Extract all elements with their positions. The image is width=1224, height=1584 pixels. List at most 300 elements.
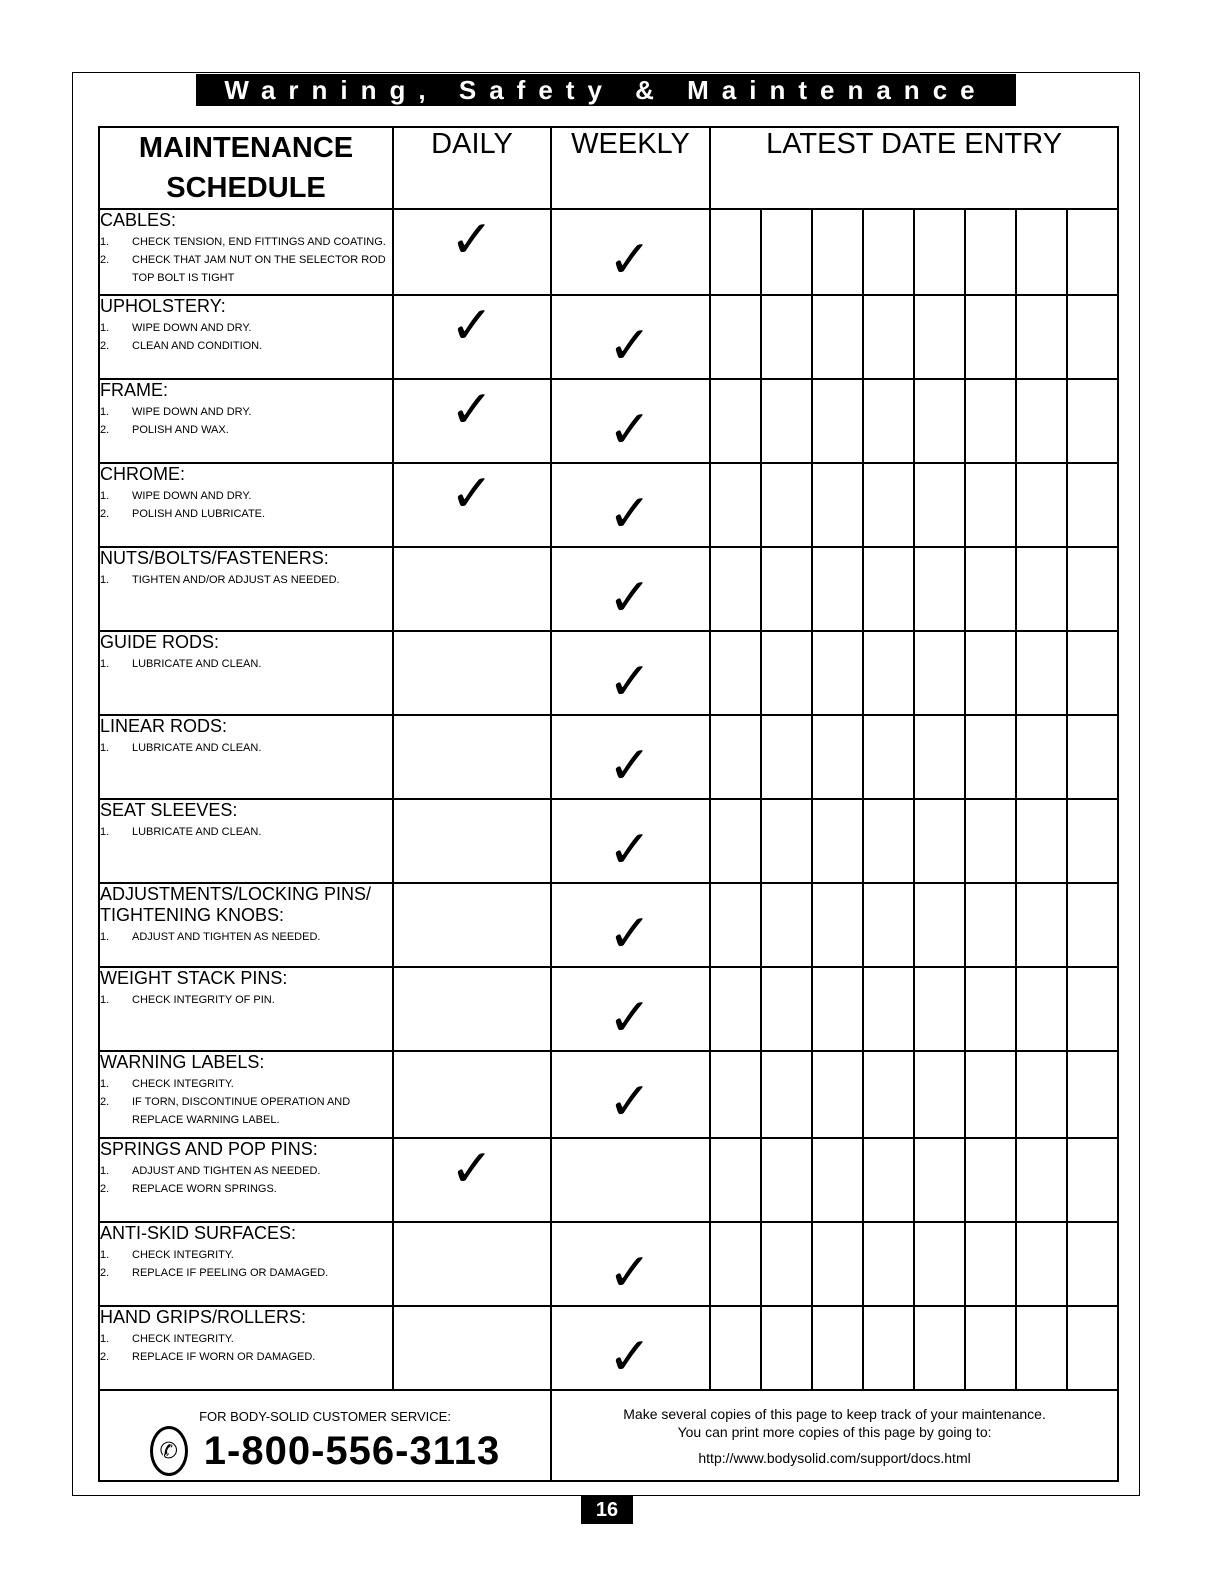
date-entry-cell[interactable]	[863, 209, 914, 295]
maintenance-item	[99, 379, 393, 463]
maintenance-item	[99, 1051, 393, 1138]
date-entry-cell[interactable]	[812, 547, 863, 631]
daily-check-cell	[393, 209, 551, 295]
step-text: WIPE DOWN AND DRY.	[132, 490, 252, 502]
step-text: REPLACE IF WORN OR DAMAGED.	[132, 1351, 316, 1363]
latest-date-entry-header: LATEST DATE ENTRY	[710, 127, 1118, 209]
step-number: 2.	[100, 1267, 110, 1279]
item-step	[100, 1093, 392, 1129]
step-number: 1.	[100, 658, 110, 670]
checkmark-icon: ✓	[608, 1073, 652, 1131]
step-number: 1.	[100, 322, 110, 334]
date-entry-cell[interactable]	[914, 547, 965, 631]
item-steps	[100, 233, 392, 287]
date-entry-cell[interactable]	[761, 1222, 812, 1306]
item-step	[100, 233, 392, 251]
daily-check-cell	[393, 715, 551, 799]
date-entry-cell[interactable]	[1067, 295, 1118, 379]
date-entry-cell[interactable]	[1016, 1306, 1067, 1390]
step-text: CHECK INTEGRITY.	[132, 1249, 234, 1261]
step-number: 2.	[100, 508, 110, 520]
date-entry-cell[interactable]	[1016, 1051, 1067, 1138]
date-entry-cell[interactable]	[965, 1138, 1016, 1222]
date-entry-cell[interactable]	[965, 463, 1016, 547]
checkmark-icon: ✓	[608, 1244, 652, 1302]
copies-note-line1: Make several copies of this page to keep track of your maintenance.	[623, 1405, 1046, 1422]
date-entry-cell[interactable]	[710, 715, 761, 799]
item-steps	[100, 1075, 392, 1129]
item-step	[100, 1330, 392, 1348]
item-title: LINEAR RODS:	[100, 716, 228, 736]
item-title: FRAME:	[100, 380, 169, 400]
date-entry-cell[interactable]	[914, 209, 965, 295]
maintenance-item	[99, 799, 393, 883]
checkmark-icon: ✓	[608, 485, 652, 543]
weekly-check-cell	[551, 883, 710, 967]
date-entry-cell[interactable]	[1067, 379, 1118, 463]
date-entry-cell[interactable]	[965, 883, 1016, 967]
daily-check-cell	[393, 379, 551, 463]
weekly-check-cell	[551, 547, 710, 631]
date-entry-cell[interactable]	[710, 883, 761, 967]
page-number: 16	[581, 1496, 633, 1524]
step-text: IF TORN, DISCONTINUE OPERATION AND REPLACE WARNING LABEL.	[132, 1096, 351, 1126]
date-entry-cell[interactable]	[1016, 715, 1067, 799]
date-entry-cell[interactable]	[1016, 1222, 1067, 1306]
date-entry-cell[interactable]	[1016, 883, 1067, 967]
step-number: 1.	[100, 1249, 110, 1261]
item-steps	[100, 1246, 392, 1282]
table-row	[99, 883, 1118, 967]
date-entry-cell[interactable]	[1016, 1138, 1067, 1222]
date-entry-cell[interactable]	[812, 463, 863, 547]
item-steps	[100, 928, 392, 946]
step-number: 2.	[100, 1183, 110, 1195]
date-entry-cell[interactable]	[863, 967, 914, 1051]
date-entry-cell[interactable]	[965, 1051, 1016, 1138]
step-number: 1.	[100, 490, 110, 502]
date-entry-cell[interactable]	[863, 1051, 914, 1138]
weekly-check-cell	[551, 1306, 710, 1390]
date-entry-cell[interactable]	[1067, 1306, 1118, 1390]
table-row	[99, 295, 1118, 379]
step-text: CHECK INTEGRITY OF PIN.	[132, 994, 275, 1006]
table-row	[99, 209, 1118, 295]
date-entry-cell[interactable]	[812, 1051, 863, 1138]
checkmark-icon: ✓	[608, 231, 652, 289]
item-step	[100, 1162, 392, 1180]
date-entry-cell[interactable]	[863, 631, 914, 715]
date-entry-cell[interactable]	[1067, 547, 1118, 631]
phone-row	[100, 1426, 550, 1476]
date-entry-cell[interactable]	[965, 295, 1016, 379]
date-entry-cell[interactable]	[863, 715, 914, 799]
item-step	[100, 403, 392, 421]
step-text: POLISH AND LUBRICATE.	[132, 508, 266, 520]
date-entry-cell[interactable]	[965, 379, 1016, 463]
item-step	[100, 739, 392, 757]
date-entry-cell[interactable]	[1067, 631, 1118, 715]
date-entry-cell[interactable]	[812, 715, 863, 799]
date-entry-cell[interactable]	[914, 463, 965, 547]
date-entry-cell[interactable]	[1016, 547, 1067, 631]
item-title: WEIGHT STACK PINS:	[100, 968, 288, 988]
date-entry-cell[interactable]	[914, 1051, 965, 1138]
date-entry-cell[interactable]	[761, 799, 812, 883]
item-title: SEAT SLEEVES:	[100, 800, 238, 820]
daily-check-cell	[393, 631, 551, 715]
date-entry-cell[interactable]	[965, 715, 1016, 799]
date-entry-cell[interactable]	[761, 631, 812, 715]
item-steps	[100, 655, 392, 673]
item-step	[100, 421, 392, 439]
date-entry-cell[interactable]	[1016, 967, 1067, 1051]
date-entry-cell[interactable]	[965, 547, 1016, 631]
step-number: 1.	[100, 1333, 110, 1345]
daily-check-cell	[393, 463, 551, 547]
item-steps	[100, 991, 392, 1009]
daily-check-cell	[393, 295, 551, 379]
date-entry-cell[interactable]	[914, 1306, 965, 1390]
date-entry-cell[interactable]	[1016, 631, 1067, 715]
date-entry-cell[interactable]	[1016, 295, 1067, 379]
step-number: 1.	[100, 1165, 110, 1177]
maintenance-item	[99, 631, 393, 715]
date-entry-cell[interactable]	[761, 463, 812, 547]
date-entry-cell[interactable]	[965, 967, 1016, 1051]
daily-check-cell	[393, 967, 551, 1051]
date-entry-cell[interactable]	[1067, 799, 1118, 883]
item-steps	[100, 403, 392, 439]
item-step	[100, 1348, 392, 1366]
step-number: 1.	[100, 742, 110, 754]
date-entry-cell[interactable]	[1016, 209, 1067, 295]
daily-check-cell	[393, 883, 551, 967]
weekly-check-cell	[551, 967, 710, 1051]
daily-check-cell	[393, 547, 551, 631]
date-entry-cell[interactable]	[761, 547, 812, 631]
date-entry-cell[interactable]	[761, 1051, 812, 1138]
step-number: 1.	[100, 406, 110, 418]
date-entry-cell[interactable]	[1067, 1222, 1118, 1306]
support-docs-link[interactable]: http://www.bodysolid.com/support/docs.html	[698, 1449, 971, 1466]
date-entry-cell[interactable]	[965, 631, 1016, 715]
date-entry-cell[interactable]	[710, 295, 761, 379]
step-number: 2.	[100, 424, 110, 436]
item-step	[100, 1264, 392, 1282]
step-text: ADJUST AND TIGHTEN AS NEEDED.	[132, 1165, 321, 1177]
daily-header: DAILY	[393, 127, 551, 209]
date-entry-cell[interactable]	[1067, 1138, 1118, 1222]
step-text: LUBRICATE AND CLEAN.	[132, 826, 262, 838]
date-entry-cell[interactable]	[965, 1306, 1016, 1390]
step-number: 1.	[100, 994, 110, 1006]
weekly-check-cell	[551, 463, 710, 547]
phone-icon: ✆	[150, 1426, 188, 1476]
date-entry-cell[interactable]	[863, 1306, 914, 1390]
step-number: 1.	[100, 931, 110, 943]
date-entry-cell[interactable]	[710, 379, 761, 463]
date-entry-cell[interactable]	[1016, 379, 1067, 463]
weekly-check-cell	[551, 631, 710, 715]
item-step	[100, 823, 392, 841]
date-entry-cell[interactable]	[812, 1138, 863, 1222]
item-step	[100, 655, 392, 673]
date-entry-cell[interactable]	[710, 547, 761, 631]
date-entry-cell[interactable]	[1067, 715, 1118, 799]
date-entry-cell[interactable]	[812, 1306, 863, 1390]
maintenance-item	[99, 209, 393, 295]
daily-check-cell	[393, 1138, 551, 1222]
item-step	[100, 1246, 392, 1264]
item-step	[100, 1180, 392, 1198]
step-text: CHECK INTEGRITY.	[132, 1333, 234, 1345]
step-text: REPLACE IF PEELING OR DAMAGED.	[132, 1267, 329, 1279]
date-entry-cell[interactable]	[863, 1138, 914, 1222]
date-entry-cell[interactable]	[710, 799, 761, 883]
date-entry-cell[interactable]	[914, 379, 965, 463]
item-title: GUIDE RODS:	[100, 632, 220, 652]
date-entry-cell[interactable]	[863, 799, 914, 883]
table-row	[99, 799, 1118, 883]
table-row	[99, 1051, 1118, 1138]
maintenance-item	[99, 883, 393, 967]
copies-note-cell	[551, 1390, 1118, 1481]
date-entry-cell[interactable]	[863, 295, 914, 379]
date-entry-cell[interactable]	[965, 1222, 1016, 1306]
table-row	[99, 1306, 1118, 1390]
customer-service-cell	[99, 1390, 551, 1481]
step-number: 1.	[100, 1078, 110, 1090]
item-title: ANTI-SKID SURFACES:	[100, 1223, 297, 1243]
item-title: SPRINGS AND POP PINS:	[100, 1139, 318, 1159]
date-entry-cell[interactable]	[761, 1306, 812, 1390]
date-entry-cell[interactable]	[965, 209, 1016, 295]
date-entry-cell[interactable]	[863, 379, 914, 463]
checkmark-icon: ✓	[608, 653, 652, 711]
checkmark-icon: ✓	[608, 569, 652, 627]
table-row	[99, 967, 1118, 1051]
date-entry-cell[interactable]	[812, 295, 863, 379]
table-row	[99, 631, 1118, 715]
step-text: LUBRICATE AND CLEAN.	[132, 742, 262, 754]
item-step	[100, 337, 392, 355]
date-entry-cell[interactable]	[1067, 1051, 1118, 1138]
item-steps	[100, 1162, 392, 1198]
date-entry-cell[interactable]	[710, 1306, 761, 1390]
section-banner: Warning, Safety & Maintenance	[196, 74, 1016, 106]
table-row	[99, 715, 1118, 799]
checkmark-icon: ✓	[450, 381, 494, 439]
date-entry-cell[interactable]	[761, 967, 812, 1051]
weekly-check-cell	[551, 799, 710, 883]
daily-check-cell	[393, 1306, 551, 1390]
date-entry-cell[interactable]	[914, 799, 965, 883]
schedule-title-line1: MAINTENANCE	[138, 132, 354, 164]
item-step	[100, 928, 392, 946]
maintenance-item	[99, 715, 393, 799]
weekly-header: WEEKLY	[551, 127, 710, 209]
step-text: CLEAN AND CONDITION.	[132, 340, 263, 352]
schedule-title	[99, 127, 393, 209]
item-step	[100, 251, 392, 287]
item-title: CABLES:	[100, 210, 177, 230]
item-steps	[100, 319, 392, 355]
date-entry-cell[interactable]	[761, 1138, 812, 1222]
item-title: CHROME:	[100, 464, 185, 484]
date-entry-cell[interactable]	[914, 1222, 965, 1306]
date-entry-cell[interactable]	[863, 463, 914, 547]
date-entry-cell[interactable]	[812, 883, 863, 967]
step-number: 2.	[100, 340, 110, 352]
step-text: REPLACE WORN SPRINGS.	[132, 1183, 277, 1195]
table-row	[99, 1138, 1118, 1222]
date-entry-cell[interactable]	[1067, 967, 1118, 1051]
customer-service-label: FOR BODY-SOLID CUSTOMER SERVICE:	[199, 1409, 451, 1424]
date-entry-cell[interactable]	[914, 631, 965, 715]
date-entry-cell[interactable]	[710, 631, 761, 715]
item-step	[100, 571, 392, 589]
date-entry-cell[interactable]	[812, 209, 863, 295]
weekly-check-cell	[551, 1051, 710, 1138]
date-entry-cell[interactable]	[710, 1222, 761, 1306]
daily-check-cell	[393, 1051, 551, 1138]
table-row	[99, 379, 1118, 463]
date-entry-cell[interactable]	[761, 209, 812, 295]
item-steps	[100, 823, 392, 841]
date-entry-cell[interactable]	[710, 463, 761, 547]
item-steps	[100, 487, 392, 523]
date-entry-cell[interactable]	[761, 379, 812, 463]
date-entry-cell[interactable]	[1067, 209, 1118, 295]
date-entry-cell[interactable]	[914, 883, 965, 967]
date-entry-cell[interactable]	[710, 1138, 761, 1222]
item-title: NUTS/BOLTS/FASTENERS:	[100, 548, 329, 568]
weekly-check-cell	[551, 1138, 710, 1222]
phone-number[interactable]: 1-800-556-3113	[203, 1428, 501, 1473]
step-number: 1.	[100, 574, 110, 586]
step-text: TIGHTEN AND/OR ADJUST AS NEEDED.	[132, 574, 340, 586]
schedule-title-line2: SCHEDULE	[166, 172, 326, 204]
weekly-check-cell	[551, 715, 710, 799]
table-row	[99, 1222, 1118, 1306]
date-entry-cell[interactable]	[914, 295, 965, 379]
maintenance-item	[99, 967, 393, 1051]
date-entry-cell[interactable]	[863, 547, 914, 631]
date-entry-cell[interactable]	[914, 1138, 965, 1222]
item-step	[100, 505, 392, 523]
date-entry-cell[interactable]	[761, 715, 812, 799]
item-title: ADJUSTMENTS/LOCKING PINS/ TIGHTENING KNOBS:	[100, 884, 372, 925]
date-entry-cell[interactable]	[863, 883, 914, 967]
date-entry-cell[interactable]	[812, 379, 863, 463]
checkmark-icon: ✓	[450, 465, 494, 523]
daily-check-cell	[393, 799, 551, 883]
item-steps	[100, 571, 392, 589]
checkmark-icon: ✓	[608, 821, 652, 879]
date-entry-cell[interactable]	[1067, 463, 1118, 547]
checkmark-icon: ✓	[450, 297, 494, 355]
date-entry-cell[interactable]	[1067, 883, 1118, 967]
maintenance-schedule-table	[98, 126, 1119, 1482]
maintenance-item	[99, 547, 393, 631]
maintenance-item	[99, 295, 393, 379]
item-step	[100, 319, 392, 337]
date-entry-cell[interactable]	[965, 799, 1016, 883]
date-entry-cell[interactable]	[761, 883, 812, 967]
date-entry-cell[interactable]	[812, 967, 863, 1051]
weekly-check-cell	[551, 209, 710, 295]
checkmark-icon: ✓	[608, 1328, 652, 1386]
date-entry-cell[interactable]	[710, 209, 761, 295]
step-text: POLISH AND WAX.	[132, 424, 229, 436]
step-text: WIPE DOWN AND DRY.	[132, 322, 252, 334]
date-entry-cell[interactable]	[812, 799, 863, 883]
step-number: 1.	[100, 826, 110, 838]
weekly-check-cell	[551, 295, 710, 379]
date-entry-cell[interactable]	[761, 295, 812, 379]
step-text: WIPE DOWN AND DRY.	[132, 406, 252, 418]
weekly-check-cell	[551, 1222, 710, 1306]
checkmark-icon: ✓	[608, 401, 652, 459]
checkmark-icon: ✓	[450, 211, 494, 269]
copies-note-line2: You can print more copies of this page by going to:	[677, 1423, 992, 1440]
checkmark-icon: ✓	[608, 905, 652, 963]
maintenance-item	[99, 1222, 393, 1306]
checkmark-icon: ✓	[450, 1140, 494, 1198]
item-steps	[100, 1330, 392, 1366]
footer-row	[99, 1390, 1118, 1481]
step-number: 1.	[100, 236, 110, 248]
step-text: ADJUST AND TIGHTEN AS NEEDED.	[132, 931, 321, 943]
checkmark-icon: ✓	[608, 989, 652, 1047]
maintenance-item	[99, 463, 393, 547]
checkmark-icon: ✓	[608, 317, 652, 375]
date-entry-cell[interactable]	[1016, 799, 1067, 883]
date-entry-cell[interactable]	[863, 1222, 914, 1306]
step-text: LUBRICATE AND CLEAN.	[132, 658, 262, 670]
step-number: 2.	[100, 254, 110, 266]
date-entry-cell[interactable]	[710, 967, 761, 1051]
item-title: HAND GRIPS/ROLLERS:	[100, 1307, 307, 1327]
item-title: WARNING LABELS:	[100, 1052, 265, 1072]
date-entry-cell[interactable]	[914, 715, 965, 799]
item-step	[100, 487, 392, 505]
step-text: CHECK THAT JAM NUT ON THE SELECTOR ROD TOP BOLT IS TIGHT	[132, 254, 386, 284]
maintenance-item	[99, 1138, 393, 1222]
table-row	[99, 547, 1118, 631]
step-text: CHECK TENSION, END FITTINGS AND COATING.	[132, 236, 386, 248]
step-number: 2.	[100, 1351, 110, 1363]
date-entry-cell[interactable]	[914, 967, 965, 1051]
table-header-row	[99, 127, 1118, 209]
date-entry-cell[interactable]	[812, 1222, 863, 1306]
item-step	[100, 1075, 392, 1093]
daily-check-cell	[393, 1222, 551, 1306]
date-entry-cell[interactable]	[710, 1051, 761, 1138]
item-steps	[100, 739, 392, 757]
date-entry-cell[interactable]	[812, 631, 863, 715]
date-entry-cell[interactable]	[1016, 463, 1067, 547]
table-row	[99, 463, 1118, 547]
checkmark-icon: ✓	[608, 737, 652, 795]
maintenance-item	[99, 1306, 393, 1390]
item-title: UPHOLSTERY:	[100, 296, 226, 316]
step-number: 2.	[100, 1096, 110, 1108]
weekly-check-cell	[551, 379, 710, 463]
item-step	[100, 991, 392, 1009]
step-text: CHECK INTEGRITY.	[132, 1078, 234, 1090]
